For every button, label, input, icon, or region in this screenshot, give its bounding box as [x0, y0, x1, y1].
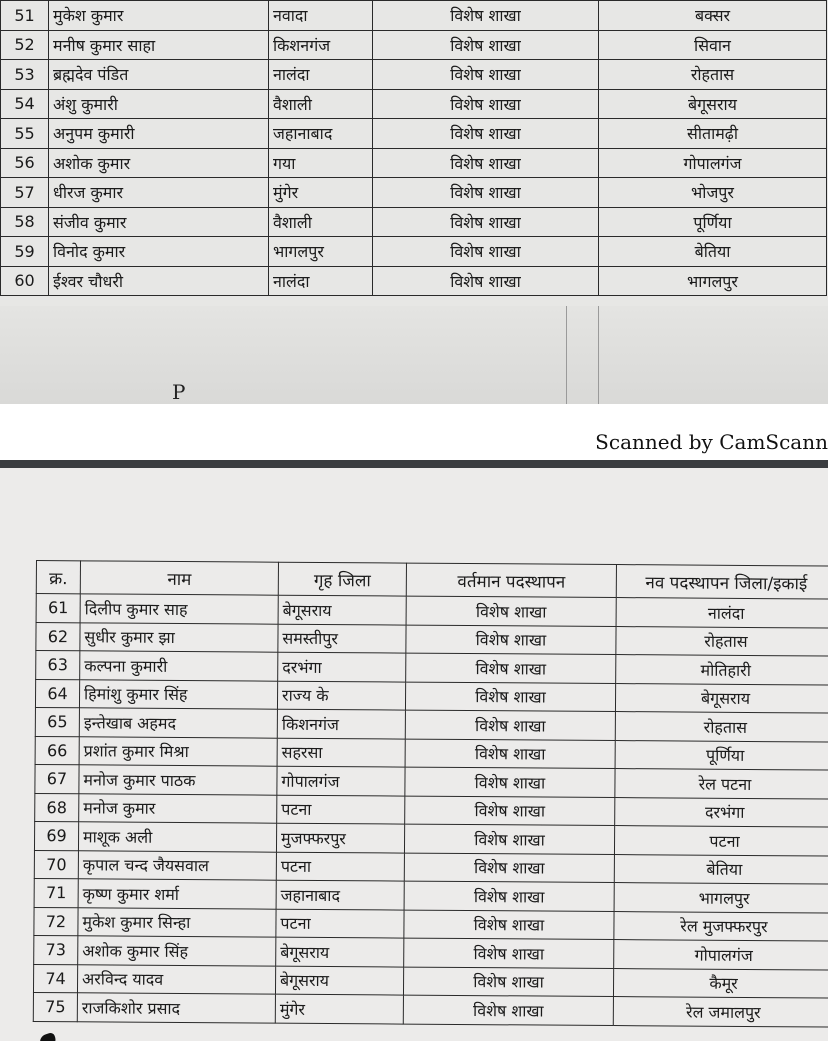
cell-name: कृष्ण कुमार शर्मा: [78, 879, 276, 909]
cell-new-posting: रोहतास: [599, 60, 827, 90]
cell-name: संजीव कुमार: [49, 207, 269, 237]
cell-name: अरविन्द यादव: [77, 964, 275, 994]
page-shadow: [0, 306, 828, 404]
header-current-posting: वर्तमान पदस्थापन: [406, 563, 616, 597]
cell-serial-no: 61: [36, 594, 80, 623]
cell-current-posting: विशेष शाखा: [403, 967, 613, 997]
cell-new-posting: बेतिया: [599, 237, 827, 267]
cell-current-posting: विशेष शाखा: [373, 148, 599, 178]
cell-current-posting: विशेष शाखा: [405, 710, 615, 740]
cell-new-posting: बेतिया: [614, 854, 828, 884]
cell-new-posting: दरभंगा: [615, 797, 828, 827]
cell-current-posting: विशेष शाखा: [373, 30, 599, 60]
cell-home-district: बेगूसराय: [275, 966, 403, 995]
cell-new-posting: रेल मुजफ्फरपुर: [614, 911, 828, 941]
cell-current-posting: विशेष शाखा: [373, 178, 599, 208]
cell-new-posting: भोजपुर: [599, 178, 827, 208]
cell-name: ईश्वर चौधरी: [49, 266, 269, 296]
cell-current-posting: विशेष शाखा: [404, 938, 614, 968]
cell-current-posting: विशेष शाखा: [403, 995, 613, 1025]
cell-new-posting: सीतामढ़ी: [599, 119, 827, 149]
cell-current-posting: विशेष शाखा: [373, 60, 599, 90]
header-home-district: गृह जिला: [278, 562, 406, 596]
cell-home-district: जहानाबाद: [276, 880, 404, 909]
cell-home-district: बेगूसराय: [276, 937, 404, 966]
cell-serial-no: 57: [1, 178, 49, 208]
cell-current-posting: विशेष शाखा: [373, 89, 599, 119]
cell-serial-no: 69: [34, 821, 78, 850]
cell-name: अनुपम कुमारी: [49, 119, 269, 149]
cell-name: प्रशांत कुमार मिश्रा: [79, 736, 277, 766]
cell-name: इन्तेखाब अहमद: [79, 708, 277, 738]
cell-name: मुकेश कुमार सिन्हा: [78, 907, 276, 937]
column-rule: [598, 306, 599, 404]
cell-home-district: पटना: [276, 852, 404, 881]
cell-current-posting: विशेष शाखा: [406, 625, 616, 655]
cell-serial-no: 51: [1, 1, 49, 31]
cell-name: मनोज कुमार: [79, 793, 277, 823]
cell-new-posting: भागलपुर: [614, 883, 828, 913]
column-rule: [566, 306, 567, 404]
cell-name: मनोज कुमार पाठक: [79, 765, 277, 795]
cell-name: दिलीप कुमार साह: [80, 594, 278, 624]
cell-name: कृपाल चन्द जैयसवाल: [78, 850, 276, 880]
table-row: [1, 266, 827, 296]
cell-current-posting: विशेष शाखा: [406, 653, 616, 683]
cell-serial-no: 63: [36, 651, 80, 680]
cell-home-district: गोपालगंज: [277, 766, 405, 795]
stray-pen-mark: P: [172, 380, 186, 404]
cell-new-posting: गोपालगंज: [614, 940, 828, 970]
cell-name: हिमांशु कुमार सिंह: [79, 679, 277, 709]
cell-name: मनीष कुमार साहा: [49, 30, 269, 60]
cell-new-posting: रोहतास: [616, 626, 828, 656]
cell-new-posting: पूर्णिया: [615, 740, 828, 770]
cell-new-posting: रेल पटना: [615, 769, 828, 799]
cell-name: राजकिशोर प्रसाद: [77, 993, 275, 1023]
cell-serial-no: 73: [34, 935, 78, 964]
cell-current-posting: विशेष शाखा: [373, 119, 599, 149]
cell-serial-no: 55: [1, 119, 49, 149]
table-body: [33, 594, 828, 1027]
cell-home-district: मुंगेर: [269, 178, 373, 208]
table-row: [1, 119, 827, 149]
cell-serial-no: 62: [36, 622, 80, 651]
cell-serial-no: 58: [1, 207, 49, 237]
cell-home-district: समस्तीपुर: [278, 624, 406, 653]
cell-new-posting: गोपालगंज: [599, 148, 827, 178]
cell-new-posting: बेगूसराय: [599, 89, 827, 119]
cell-serial-no: 71: [34, 878, 78, 907]
scanned-page-bottom: [0, 468, 828, 1041]
cell-name: धीरज कुमार: [49, 178, 269, 208]
cell-serial-no: 74: [33, 964, 77, 993]
cell-home-district: दरभंगा: [278, 652, 406, 681]
cell-new-posting: नालंदा: [616, 598, 828, 628]
cell-serial-no: 53: [1, 60, 49, 90]
cell-new-posting: मोतिहारी: [616, 655, 828, 685]
cell-current-posting: विशेष शाखा: [373, 207, 599, 237]
header-name: नाम: [80, 561, 278, 595]
cell-home-district: राज्य के: [277, 681, 405, 710]
cell-current-posting: विशेष शाखा: [405, 739, 615, 769]
cell-home-district: पटना: [276, 909, 404, 938]
cell-name: कल्पना कुमारी: [80, 651, 278, 681]
cell-current-posting: विशेष शाखा: [373, 266, 599, 296]
cell-serial-no: 66: [35, 736, 79, 765]
cell-new-posting: पूर्णिया: [599, 207, 827, 237]
cell-name: माशूक अली: [78, 822, 276, 852]
cell-name: अशोक कुमार: [49, 148, 269, 178]
table-row: [1, 30, 827, 60]
cell-new-posting: सिवान: [599, 30, 827, 60]
cell-serial-no: 70: [34, 850, 78, 879]
cell-home-district: किशनगंज: [269, 30, 373, 60]
cell-new-posting: भागलपुर: [599, 266, 827, 296]
cell-serial-no: 54: [1, 89, 49, 119]
header-new-posting: नव पदस्थापन जिला/इकाई: [616, 565, 828, 600]
cell-home-district: पटना: [277, 795, 405, 824]
cell-new-posting: पटना: [614, 826, 828, 856]
cell-new-posting: बेगूसराय: [615, 683, 828, 713]
cell-name: विनोद कुमार: [49, 237, 269, 267]
cell-name: ब्रह्मदेव पंडित: [49, 60, 269, 90]
table-body: [1, 1, 827, 296]
cell-current-posting: विशेष शाखा: [373, 237, 599, 267]
cell-serial-no: 60: [1, 266, 49, 296]
cell-home-district: सहरसा: [277, 738, 405, 767]
table-row: [1, 60, 827, 90]
cell-current-posting: विशेष शाखा: [404, 824, 614, 854]
cell-home-district: नवादा: [269, 1, 373, 31]
ink-blot: [38, 1032, 58, 1041]
transfer-table-top: [0, 0, 827, 296]
cell-home-district: मुंगेर: [275, 994, 403, 1023]
scanner-watermark: Scanned by CamScann: [595, 430, 828, 454]
cell-serial-no: 67: [35, 764, 79, 793]
table-row: [1, 178, 827, 208]
cell-name: अशोक कुमार सिंह: [78, 936, 276, 966]
cell-name: सुधीर कुमार झा: [80, 622, 278, 652]
cell-serial-no: 59: [1, 237, 49, 267]
cell-home-district: भागलपुर: [269, 237, 373, 267]
cell-home-district: मुजफ्फरपुर: [276, 823, 404, 852]
cell-current-posting: विशेष शाखा: [373, 1, 599, 31]
scanned-page-top: [0, 0, 828, 404]
cell-current-posting: विशेष शाखा: [405, 796, 615, 826]
cell-home-district: वैशाली: [269, 207, 373, 237]
table-row: [1, 89, 827, 119]
cell-serial-no: 75: [33, 992, 77, 1021]
table-row: [33, 992, 828, 1026]
cell-new-posting: बक्सर: [599, 1, 827, 31]
cell-home-district: नालंदा: [269, 60, 373, 90]
transfer-table-bottom: [33, 560, 828, 1027]
cell-serial-no: 68: [35, 793, 79, 822]
cell-home-district: किशनगंज: [277, 709, 405, 738]
cell-new-posting: रेल जमालपुर: [613, 997, 828, 1027]
cell-serial-no: 64: [35, 679, 79, 708]
table-header-row: [36, 561, 828, 600]
page-edge-shadow: [0, 460, 828, 468]
cell-current-posting: विशेष शाखा: [404, 853, 614, 883]
cell-current-posting: विशेष शाखा: [406, 596, 616, 626]
cell-home-district: जहानाबाद: [269, 119, 373, 149]
cell-serial-no: 52: [1, 30, 49, 60]
cell-current-posting: विशेष शाखा: [404, 881, 614, 911]
cell-name: मुकेश कुमार: [49, 1, 269, 31]
cell-home-district: नालंदा: [269, 266, 373, 296]
cell-serial-no: 56: [1, 148, 49, 178]
cell-home-district: गया: [269, 148, 373, 178]
header-serial-no: क्र.: [36, 561, 80, 594]
cell-current-posting: विशेष शाखा: [404, 910, 614, 940]
cell-home-district: वैशाली: [269, 89, 373, 119]
cell-serial-no: 72: [34, 907, 78, 936]
cell-name: अंशु कुमारी: [49, 89, 269, 119]
cell-new-posting: रोहतास: [615, 712, 828, 742]
table-row: [1, 148, 827, 178]
cell-new-posting: कैमूर: [613, 968, 828, 998]
cell-current-posting: विशेष शाखा: [405, 767, 615, 797]
table-row: [1, 207, 827, 237]
table-row: [1, 1, 827, 31]
cell-home-district: बेगूसराय: [278, 595, 406, 624]
cell-serial-no: 65: [35, 707, 79, 736]
cell-current-posting: विशेष शाखा: [405, 682, 615, 712]
table-row: [1, 237, 827, 267]
